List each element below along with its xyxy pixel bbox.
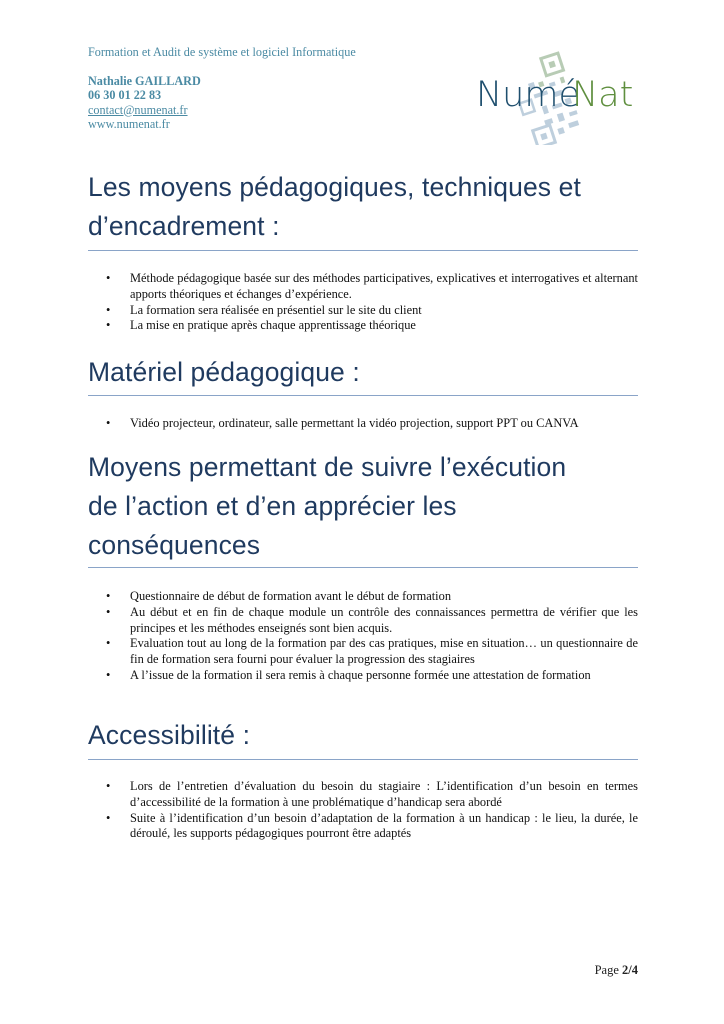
section-divider xyxy=(88,250,638,251)
bullet-icon: • xyxy=(106,810,111,825)
bullet-icon: • xyxy=(106,416,111,430)
section-title-accessibilite: Accessibilité : xyxy=(88,720,251,750)
bullet-icon: • xyxy=(106,779,111,793)
bullet-list-moyens-pedagogiques xyxy=(106,271,638,334)
bullet-icon: • xyxy=(106,667,111,682)
qr-code-logo-icon xyxy=(476,40,646,145)
bullet-list-materiel xyxy=(106,416,638,432)
list-item: • La mise en pratique après chaque apprentissage théorique xyxy=(106,318,416,333)
page-label: Page xyxy=(594,963,619,977)
company-tagline: Formation et Audit de système et logiciel Informatique xyxy=(88,45,356,59)
contact-phone: 06 30 01 22 83 xyxy=(88,88,162,102)
list-item: • Questionnaire de début de formation avant le début de formation xyxy=(106,589,452,603)
section-title-materiel-pedagogique: Matériel pédagogique : xyxy=(88,357,360,387)
contact-name: Nathalie GAILLARD xyxy=(88,73,201,88)
numenat-logo xyxy=(476,40,646,145)
list-item: • Méthode pédagogique basée sur des méthodes participatives, explicatives et interrogatives et alternant apports théoriques et échanges d’expérience. xyxy=(106,271,638,301)
list-item: • Suite à l’identification d’un besoin d’adaptation de la formation à un handicap : le lieu, la durée, le déroulé, les supports pédagogiques pourront être adaptés xyxy=(106,810,638,841)
list-item: • Lors de l’entretien d’évaluation du besoin du stagiaire : L’identification d’un besoin en termes d’accessibilité de la formation à une problématique d’handicap sera abordé xyxy=(106,779,638,809)
section-divider xyxy=(88,759,638,760)
logo-text-right: Nat xyxy=(572,75,634,115)
section-divider xyxy=(88,395,638,396)
list-item: • A l’issue de la formation il sera remis à chaque personne formée une attestation de formation xyxy=(106,667,591,682)
bullet-list-suivi xyxy=(106,589,638,684)
website-text: www.numenat.fr xyxy=(88,117,170,131)
list-item: • Au début et en fin de chaque module un contrôle des connaissances permettra de vérifier que les principes et les méthodes enseignés sont bien acquis. xyxy=(106,604,638,635)
logo-text-left: Numé xyxy=(476,75,580,115)
section-title-moyens-pedagogiques: Les moyens pédagogiques, techniques et d’encadrement : xyxy=(88,172,581,241)
bullet-icon: • xyxy=(106,318,111,333)
section-divider xyxy=(88,567,638,568)
page-footer xyxy=(595,963,638,978)
bullet-icon: • xyxy=(106,302,111,317)
bullet-icon: • xyxy=(106,589,111,603)
contact-email-link[interactable]: contact@numenat.fr xyxy=(88,102,188,117)
letterhead xyxy=(88,45,356,132)
bullet-icon: • xyxy=(106,636,111,651)
bullet-list-accessibilite xyxy=(106,779,638,842)
list-item: • Evaluation tout au long de la formation par des cas pratiques, mise en situation… un questionnaire de fin de formation sera fourni pour évaluer la progression des stagiaires xyxy=(106,636,638,667)
section-title-suivi-execution: Moyens permettant de suivre l’exécution de l’action et d’en apprécier les conséquences xyxy=(88,452,567,560)
page-number: 2/4 xyxy=(622,963,638,977)
bullet-icon: • xyxy=(106,604,111,619)
list-item: • Vidéo projecteur, ordinateur, salle permettant la vidéo projection, support PPT ou CANVA xyxy=(106,416,579,430)
list-item: • La formation sera réalisée en présentiel sur le site du client xyxy=(106,302,422,317)
bullet-icon: • xyxy=(106,271,111,285)
